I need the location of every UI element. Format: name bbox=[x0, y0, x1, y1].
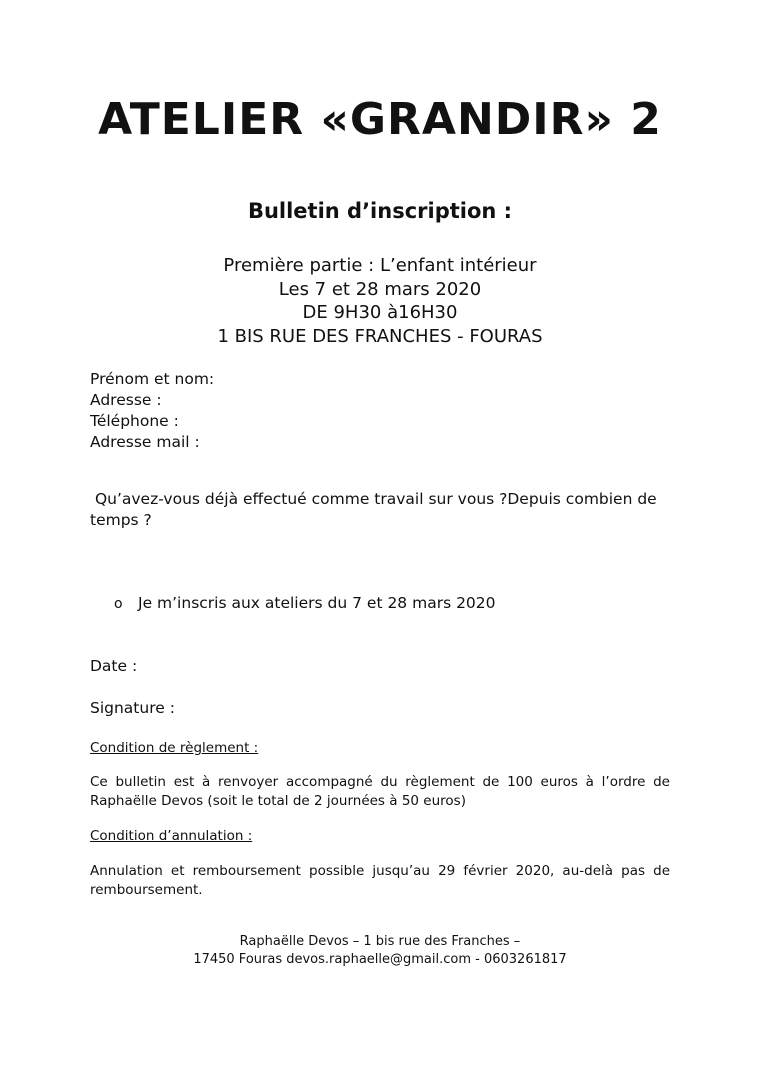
event-dates: Les 7 et 28 mars 2020 bbox=[278, 278, 482, 300]
signature-label: Signature : bbox=[90, 699, 175, 717]
payment-condition-heading: Condition de règlement : bbox=[90, 740, 259, 756]
event-address: 1 BIS RUE DES FRANCHES - FOURAS bbox=[217, 325, 543, 347]
cancellation-condition-text: Annulation et remboursement possible jusqu’au 29 février 2020, au-delà pas de remboursement. bbox=[90, 863, 670, 898]
address-field-label: Adresse : bbox=[90, 391, 162, 409]
registration-checkbox-row[interactable] bbox=[114, 593, 496, 615]
contact-footer bbox=[0, 933, 760, 969]
document-title: ATELIER «GRANDIR» 2 bbox=[98, 94, 662, 145]
phone-field-label: Téléphone : bbox=[90, 412, 179, 430]
date-label: Date : bbox=[90, 657, 138, 675]
footer-line-2: 17450 Fouras devos.raphaelle@gmail.com - 0603261817 bbox=[193, 952, 567, 967]
registration-fields bbox=[90, 369, 214, 453]
name-field-label: Prénom et nom: bbox=[90, 370, 215, 388]
form-subtitle: Bulletin d’inscription : bbox=[247, 199, 513, 223]
event-part: Première partie : L’enfant intérieur bbox=[223, 255, 537, 276]
email-field-label: Adresse mail : bbox=[90, 433, 200, 451]
cancellation-condition-heading: Condition d’annulation : bbox=[90, 828, 253, 844]
checkbox-icon[interactable]: o bbox=[114, 596, 123, 612]
experience-question: Qu’avez-vous déjà effectué comme travail sur vous ?Depuis combien de temps ? bbox=[90, 490, 662, 529]
payment-condition-text: Ce bulletin est à renvoyer accompagné du règlement de 100 euros à l’ordre de Raphaëlle Devos (soit le total de 2 journées à 50 euros) bbox=[90, 774, 670, 809]
event-details bbox=[0, 254, 760, 348]
checkbox-label: Je m’inscris aux ateliers du 7 et 28 mars 2020 bbox=[138, 594, 496, 612]
footer-line-1: Raphaëlle Devos – 1 bis rue des Franches – bbox=[239, 934, 521, 949]
event-hours: DE 9H30 à16H30 bbox=[302, 302, 458, 323]
